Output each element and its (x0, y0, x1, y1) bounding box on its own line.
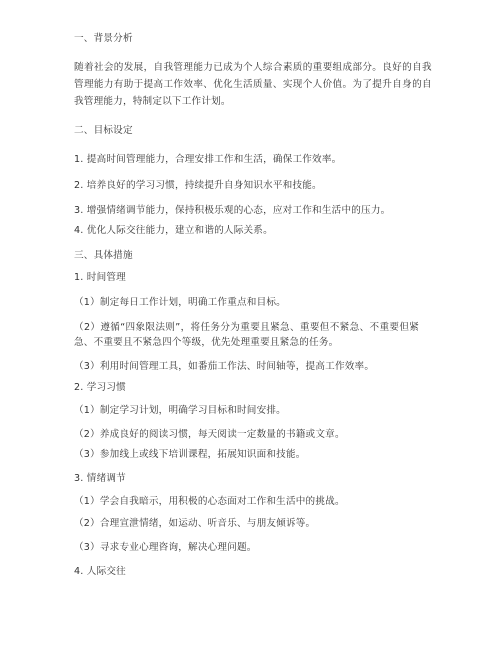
subsection-title-time: 1. 时间管理 (74, 272, 126, 283)
section-heading-goals: 二、目标设定 (74, 125, 133, 136)
time-item-3: （3）利用时间管理工具，如番茄工作法、时间轴等，提高工作效率。 (74, 361, 375, 372)
subsection-title-emotion: 3. 情绪调节 (74, 473, 126, 484)
goal-item-4: 4. 优化人际交往能力，建立和谐的人际关系。 (74, 225, 273, 236)
goal-item-3: 3. 增强情绪调节能力，保持积极乐观的心态，应对工作和生活中的压力。 (74, 205, 391, 216)
intro-line-2: 管理能力有助于提高工作效率、优化生活质量、实现个人价值。为了提升自身的自 (74, 79, 432, 90)
goal-item-2: 2. 培养良好的学习习惯，持续提升自身知识水平和技能。 (74, 180, 322, 191)
intro-line-1: 随着社会的发展，自我管理能力已成为个人综合素质的重要组成部分。良好的自我 (74, 62, 432, 73)
goal-item-1: 1. 提高时间管理能力，合理安排工作和生活，确保工作效率。 (74, 154, 342, 165)
time-item-1: （1）制定每日工作计划，明确工作重点和目标。 (74, 297, 286, 308)
emotion-item-3: （3）寻求专业心理咨询，解决心理问题。 (74, 542, 257, 553)
study-item-1: （1）制定学习计划，明确学习目标和时间安排。 (74, 405, 286, 416)
time-item-2: （2）遵循“四象限法则”，将任务分为重要且紧急、重要但不紧急、不重要但紧 (74, 322, 420, 333)
subsection-title-social: 4. 人际交往 (74, 566, 126, 577)
study-item-2: （2）养成良好的阅读习惯，每天阅读一定数量的书籍或文章。 (74, 429, 345, 440)
emotion-item-2: （2）合理宣泄情绪，如运动、听音乐、与朋友倾诉等。 (74, 518, 316, 529)
study-item-3: （3）参加线上或线下培训课程，拓展知识面和技能。 (74, 449, 306, 460)
time-item-2-cont: 急、不重要且不紧急四个等级，优先处理重要且紧急的任务。 (74, 337, 339, 348)
emotion-item-1: （1）学会自我暗示，用积极的心态面对工作和生活中的挑战。 (74, 496, 345, 507)
subsection-title-study: 2. 学习习惯 (74, 382, 126, 393)
section-heading-background: 一、背景分析 (74, 33, 133, 44)
intro-line-3: 我管理能力，特制定以下工作计划。 (74, 96, 231, 107)
section-heading-measures: 三、具体措施 (74, 250, 133, 261)
